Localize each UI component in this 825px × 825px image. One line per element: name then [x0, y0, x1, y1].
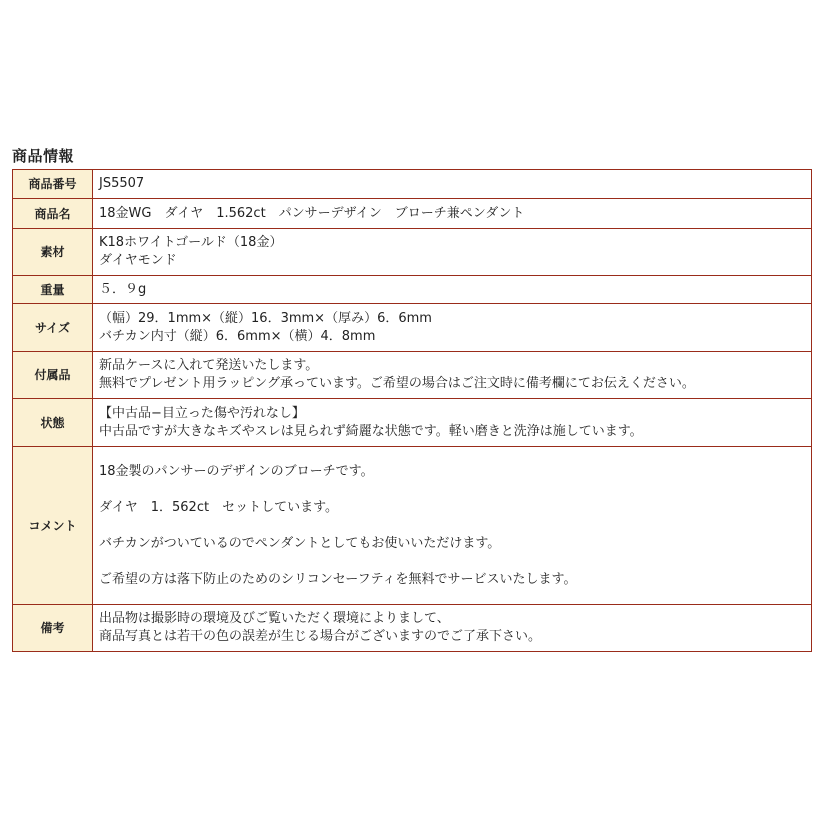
value-line: 【中古品−目立った傷や汚れなし】	[99, 405, 305, 421]
value-line: 商品写真とは若干の色の誤差が生じる場合がございますのでご了承下さい。	[99, 629, 542, 644]
product-info-table	[12, 169, 812, 652]
row-label: 素材	[13, 229, 93, 276]
row-label: 商品番号	[13, 170, 93, 199]
value-line: ５．９g	[99, 281, 147, 297]
table-row-accessories	[13, 352, 812, 399]
paragraph-gap	[99, 481, 806, 499]
row-label: 備考	[13, 605, 93, 652]
value-line: バチカン内寸（縦）6．6mm×（横）4．8mm	[99, 328, 376, 344]
row-label: サイズ	[13, 304, 93, 352]
comment-paragraph: 18金製のパンサーのデザインのブローチです。	[99, 463, 374, 479]
table-row-notes	[13, 605, 812, 652]
row-label: 重量	[13, 276, 93, 304]
table-row-comment	[13, 447, 812, 605]
value-line: 出品物は撮影時の環境及びご覧いただく環境によりまして、	[99, 611, 450, 626]
table-row-product-name	[13, 199, 812, 229]
row-value	[93, 352, 812, 399]
paragraph-gap	[99, 517, 806, 535]
row-value	[93, 605, 812, 652]
table-row-weight	[13, 276, 812, 304]
row-value	[93, 399, 812, 447]
comment-paragraph: ダイヤ 1．562ct セットしています。	[99, 499, 339, 515]
table-row-material	[13, 229, 812, 276]
row-label: 商品名	[13, 199, 93, 229]
value-line: K18ホワイトゴールド（18金）	[99, 235, 283, 250]
value-line: ダイヤモンド	[99, 253, 177, 268]
row-label: コメント	[13, 447, 93, 605]
row-label: 付属品	[13, 352, 93, 399]
value-line: JS5507	[99, 176, 145, 191]
value-line: 無料でプレゼント用ラッピング承っています。ご希望の場合はご注文時に備考欄にてお伝えください。	[99, 376, 695, 391]
table-row-size	[13, 304, 812, 352]
value-line: 新品ケースに入れて発送いたします。	[99, 358, 319, 373]
table-row-product-number	[13, 170, 812, 199]
row-label: 状態	[13, 399, 93, 447]
row-value	[93, 229, 812, 276]
table-row-condition	[13, 399, 812, 447]
value-line: 18金WG ダイヤ 1.562ct パンサーデザイン ブローチ兼ペンダント	[99, 205, 525, 221]
comment-paragraph: ご希望の方は落下防止のためのシリコンセーフティを無料でサービスいたします。	[99, 571, 577, 587]
row-value	[93, 170, 812, 199]
value-line: 中古品ですが大きなキズやスレは見られず綺麗な状態です。軽い磨きと洗浄は施しています。	[99, 423, 643, 439]
row-value	[93, 199, 812, 229]
row-value	[93, 276, 812, 304]
value-line: （幅）29．1mm×（縦）16．3mm×（厚み）6．6mm	[99, 310, 432, 326]
paragraph-gap	[99, 553, 806, 571]
row-value	[93, 447, 812, 605]
comment-paragraph: バチカンがついているのでペンダントとしてもお使いいただけます。	[99, 535, 501, 551]
row-value	[93, 304, 812, 352]
section-title: 商品情報	[12, 147, 75, 165]
